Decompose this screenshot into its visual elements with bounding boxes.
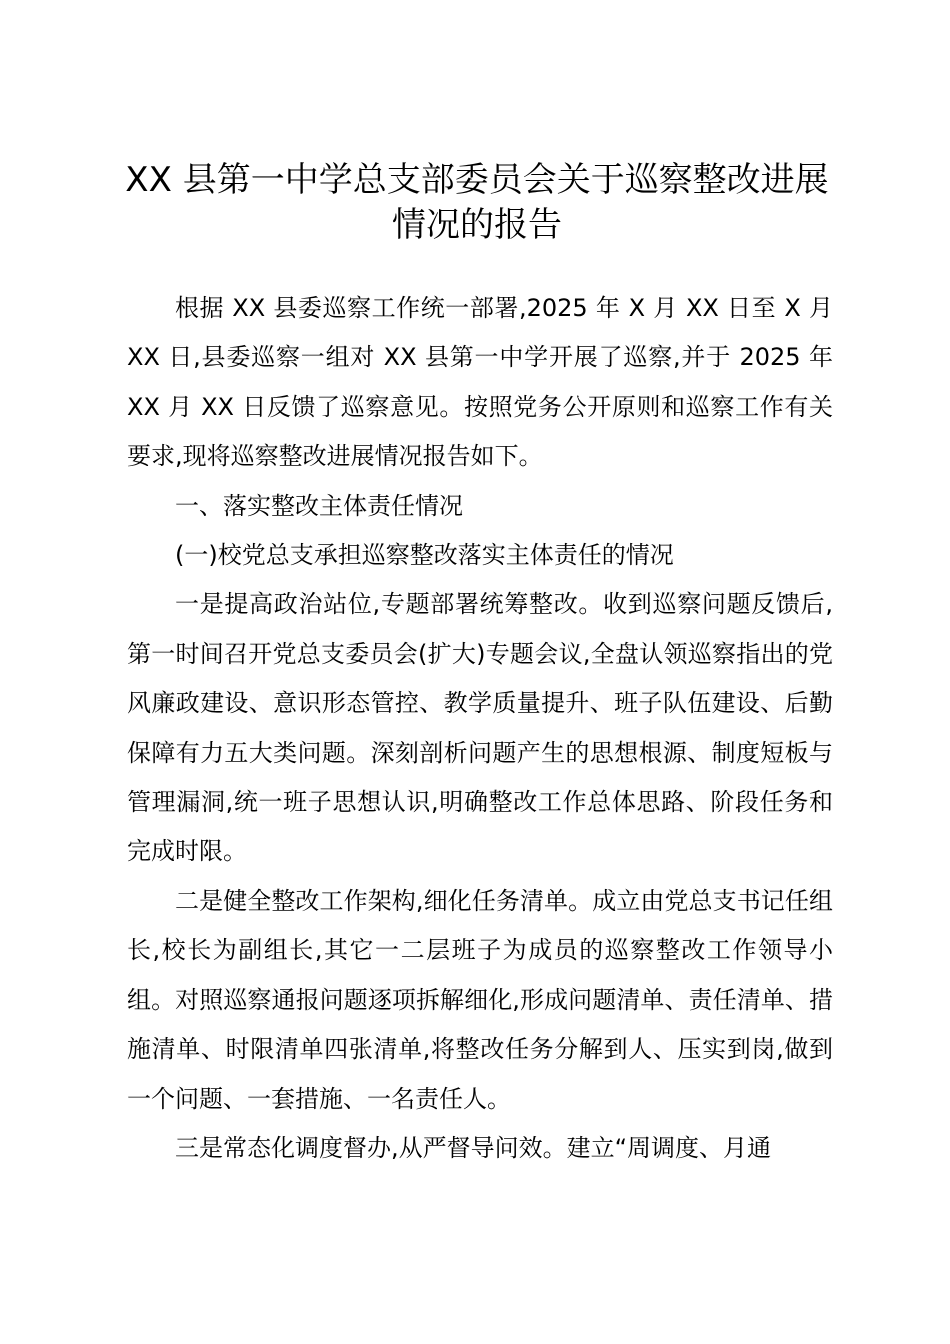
paragraph-point-3: 三是常态化调度督办,从严督导问效。建立“周调度、月通 <box>175 1133 772 1162</box>
paragraph-point-1: 一是提高政治站位,专题部署统筹整改。收到巡察问题反馈后,第一时间召开党总支委员会(扩大)专题会议,全盘认领巡察指出的党风廉政建设、意识形态管控、教学质量提升、班子队伍建设、后勤保障有力五大类问题。深刻剖析问题产生的思想根源、制度短板与管理漏洞,统一班子思想认识,明确整改工作总体思路、阶段任务和完成时限。 <box>127 590 833 866</box>
subsection-heading-1: (一)校党总支承担巡察整改落实主体责任的情况 <box>175 541 674 570</box>
paragraph-point-2: 二是健全整改工作架构,细化任务清单。成立由党总支书记任组长,校长为副组长,其它一二层班子为成员的巡察整改工作领导小组。对照巡察通报问题逐项拆解细化,形成问题清单、责任清单、措施清单、时限清单四张清单,将整改任务分解到人、压实到岗,做到一个问题、一套措施、一名责任人。 <box>127 886 833 1113</box>
document-body <box>127 284 833 1173</box>
paragraph-intro: 根据 XX 县委巡察工作统一部署,2025 年 X 月 XX 日至 X 月 XX 日,县委巡察一组对 XX 县第一中学开展了巡察,并于 2025 年 XX 月 XX 日反馈了巡察意见。按照党务公开原则和巡察工作有关要求,现将巡察整改进展情况报告如下。 <box>127 294 833 471</box>
document-title: XX 县第一中学总支部委员会关于巡察整改进展情况的报告 <box>125 160 829 245</box>
section-heading-1: 一、落实整改主体责任情况 <box>175 491 463 520</box>
